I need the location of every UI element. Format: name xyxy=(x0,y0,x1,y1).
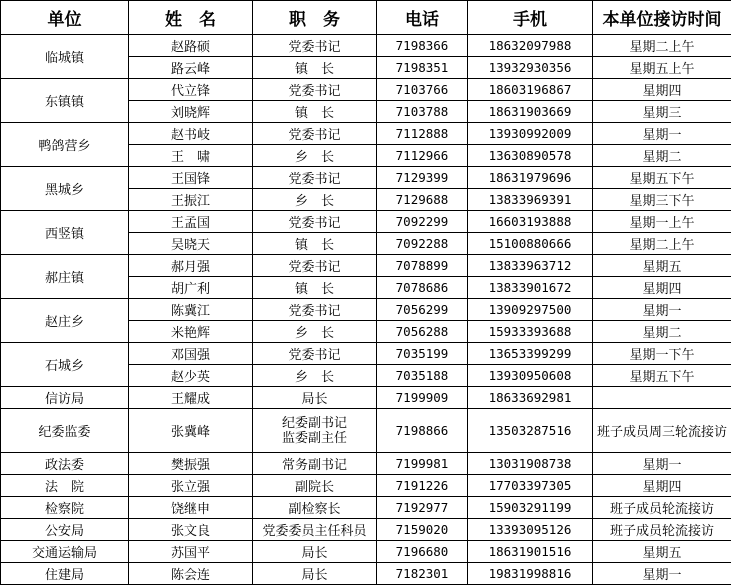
mobile-cell: 17703397305 xyxy=(468,475,593,497)
header-unit: 单位 xyxy=(1,1,129,35)
mobile-cell: 13031908738 xyxy=(468,453,593,475)
title-cell: 党委书记 xyxy=(253,255,377,277)
name-cell: 樊振强 xyxy=(129,453,253,475)
table-row xyxy=(1,343,731,365)
mobile-cell: 16603193888 xyxy=(468,211,593,233)
mobile-cell: 15903291199 xyxy=(468,497,593,519)
title-cell: 党委委员主任科员 xyxy=(253,519,377,541)
name-cell: 邓国强 xyxy=(129,343,253,365)
title-cell: 党委书记 xyxy=(253,35,377,57)
title-cell: 常务副书记 xyxy=(253,453,377,475)
name-cell: 王振江 xyxy=(129,189,253,211)
title-cell: 党委书记 xyxy=(253,79,377,101)
unit-cell: 法 院 xyxy=(1,475,129,497)
mobile-cell: 13909297500 xyxy=(468,299,593,321)
visit-time-cell: 星期一 xyxy=(593,563,731,585)
phone-cell: 7103766 xyxy=(377,79,468,101)
table-row xyxy=(1,409,731,453)
title-cell: 党委书记 xyxy=(253,299,377,321)
unit-cell: 信访局 xyxy=(1,387,129,409)
phone-cell: 7159020 xyxy=(377,519,468,541)
phone-cell: 7112888 xyxy=(377,123,468,145)
header-mobile: 手机 xyxy=(468,1,593,35)
title-cell: 局长 xyxy=(253,541,377,563)
phone-cell: 7191226 xyxy=(377,475,468,497)
visit-time-cell: 星期二 xyxy=(593,145,731,167)
unit-cell: 临城镇 xyxy=(1,35,129,79)
name-cell: 路云峰 xyxy=(129,57,253,79)
table-row xyxy=(1,519,731,541)
mobile-cell: 13833969391 xyxy=(468,189,593,211)
title-cell xyxy=(253,409,377,453)
mobile-cell: 18633692981 xyxy=(468,387,593,409)
mobile-cell: 18632097988 xyxy=(468,35,593,57)
unit-cell: 郝庄镇 xyxy=(1,255,129,299)
table-row xyxy=(1,255,731,277)
title-cell: 局长 xyxy=(253,563,377,585)
name-cell: 郝月强 xyxy=(129,255,253,277)
table-row xyxy=(1,35,731,57)
table-row xyxy=(1,211,731,233)
title-cell: 乡 长 xyxy=(253,189,377,211)
title-cell: 镇 长 xyxy=(253,233,377,255)
unit-cell: 西竖镇 xyxy=(1,211,129,255)
phone-cell: 7103788 xyxy=(377,101,468,123)
visit-time-cell: 星期五下午 xyxy=(593,365,731,387)
table-row xyxy=(1,541,731,563)
name-cell: 赵少英 xyxy=(129,365,253,387)
title-cell: 乡 长 xyxy=(253,321,377,343)
visit-time-cell: 星期四 xyxy=(593,475,731,497)
mobile-cell: 13653399299 xyxy=(468,343,593,365)
phone-cell: 7092299 xyxy=(377,211,468,233)
phone-cell: 7198866 xyxy=(377,409,468,453)
name-cell: 王孟国 xyxy=(129,211,253,233)
mobile-cell: 13833963712 xyxy=(468,255,593,277)
mobile-cell: 18631901516 xyxy=(468,541,593,563)
visit-time-cell: 星期五 xyxy=(593,255,731,277)
phone-cell: 7056288 xyxy=(377,321,468,343)
unit-cell: 东镇镇 xyxy=(1,79,129,123)
table-row xyxy=(1,123,731,145)
name-cell: 陈冀江 xyxy=(129,299,253,321)
table-row xyxy=(1,475,731,497)
name-cell: 王 啸 xyxy=(129,145,253,167)
phone-cell: 7035188 xyxy=(377,365,468,387)
visit-time-cell: 星期五 xyxy=(593,541,731,563)
unit-cell: 石城乡 xyxy=(1,343,129,387)
name-cell: 张冀峰 xyxy=(129,409,253,453)
title-line: 监委副主任 xyxy=(253,431,376,446)
unit-cell: 纪委监委 xyxy=(1,409,129,453)
mobile-cell: 15933393688 xyxy=(468,321,593,343)
visit-time-cell: 星期一 xyxy=(593,123,731,145)
mobile-cell: 13393095126 xyxy=(468,519,593,541)
visit-time-cell: 星期三 xyxy=(593,101,731,123)
title-cell: 乡 长 xyxy=(253,145,377,167)
mobile-cell: 13932930356 xyxy=(468,57,593,79)
phone-cell: 7129688 xyxy=(377,189,468,211)
phone-cell: 7078686 xyxy=(377,277,468,299)
unit-cell: 检察院 xyxy=(1,497,129,519)
phone-cell: 7196680 xyxy=(377,541,468,563)
title-cell: 乡 长 xyxy=(253,365,377,387)
visit-time-cell: 星期一上午 xyxy=(593,211,731,233)
header-name: 姓 名 xyxy=(129,1,253,35)
table-row xyxy=(1,497,731,519)
phone-cell: 7056299 xyxy=(377,299,468,321)
mobile-cell: 18631903669 xyxy=(468,101,593,123)
header-phone: 电话 xyxy=(377,1,468,35)
table-row xyxy=(1,79,731,101)
phone-cell: 7078899 xyxy=(377,255,468,277)
unit-cell: 公安局 xyxy=(1,519,129,541)
phone-cell: 7198351 xyxy=(377,57,468,79)
visit-time-cell xyxy=(593,387,731,409)
mobile-cell: 18603196867 xyxy=(468,79,593,101)
unit-cell: 政法委 xyxy=(1,453,129,475)
mobile-cell: 13630890578 xyxy=(468,145,593,167)
title-cell: 镇 长 xyxy=(253,57,377,79)
mobile-cell: 15100880666 xyxy=(468,233,593,255)
unit-cell: 交通运输局 xyxy=(1,541,129,563)
name-cell: 胡广利 xyxy=(129,277,253,299)
unit-cell: 住建局 xyxy=(1,563,129,585)
visit-time-cell: 星期一 xyxy=(593,453,731,475)
phone-cell: 7199981 xyxy=(377,453,468,475)
header-row xyxy=(1,1,731,35)
phone-cell: 7112966 xyxy=(377,145,468,167)
header-title: 职 务 xyxy=(253,1,377,35)
name-cell: 张立强 xyxy=(129,475,253,497)
unit-cell: 鸭鸽营乡 xyxy=(1,123,129,167)
visit-time-cell: 星期二 xyxy=(593,321,731,343)
table-row xyxy=(1,167,731,189)
phone-cell: 7182301 xyxy=(377,563,468,585)
visit-time-cell: 星期二上午 xyxy=(593,233,731,255)
visit-time-cell: 星期三下午 xyxy=(593,189,731,211)
visit-time-cell: 班子成员周三轮流接访 xyxy=(593,409,731,453)
visit-time-cell: 星期一 xyxy=(593,299,731,321)
name-cell: 代立锋 xyxy=(129,79,253,101)
mobile-cell: 19831998816 xyxy=(468,563,593,585)
phone-cell: 7092288 xyxy=(377,233,468,255)
mobile-cell: 13503287516 xyxy=(468,409,593,453)
title-cell: 镇 长 xyxy=(253,277,377,299)
title-cell: 副检察长 xyxy=(253,497,377,519)
title-cell: 党委书记 xyxy=(253,123,377,145)
title-cell: 党委书记 xyxy=(253,167,377,189)
name-cell: 米艳辉 xyxy=(129,321,253,343)
title-cell: 局长 xyxy=(253,387,377,409)
name-cell: 王国锋 xyxy=(129,167,253,189)
unit-cell: 赵庄乡 xyxy=(1,299,129,343)
phone-cell: 7129399 xyxy=(377,167,468,189)
visit-time-cell: 星期五上午 xyxy=(593,57,731,79)
mobile-cell: 13833901672 xyxy=(468,277,593,299)
table-row xyxy=(1,453,731,475)
name-cell: 张文良 xyxy=(129,519,253,541)
name-cell: 赵书岐 xyxy=(129,123,253,145)
header-visit-time: 本单位接访时间 xyxy=(593,1,731,35)
mobile-cell: 13930950608 xyxy=(468,365,593,387)
visit-time-cell: 班子成员轮流接访 xyxy=(593,497,731,519)
title-line: 纪委副书记 xyxy=(253,416,376,431)
name-cell: 苏国平 xyxy=(129,541,253,563)
name-cell: 刘晓辉 xyxy=(129,101,253,123)
phone-cell: 7035199 xyxy=(377,343,468,365)
phone-cell: 7199909 xyxy=(377,387,468,409)
name-cell: 王耀成 xyxy=(129,387,253,409)
name-cell: 赵路硕 xyxy=(129,35,253,57)
visit-time-cell: 星期四 xyxy=(593,79,731,101)
title-cell: 镇 长 xyxy=(253,101,377,123)
mobile-cell: 18631979696 xyxy=(468,167,593,189)
visit-time-cell: 星期五下午 xyxy=(593,167,731,189)
visit-time-cell: 星期一下午 xyxy=(593,343,731,365)
table-row xyxy=(1,299,731,321)
visit-time-cell: 星期四 xyxy=(593,277,731,299)
title-cell: 党委书记 xyxy=(253,211,377,233)
name-cell: 饶继申 xyxy=(129,497,253,519)
name-cell: 陈会连 xyxy=(129,563,253,585)
name-cell: 吴晓天 xyxy=(129,233,253,255)
phone-cell: 7198366 xyxy=(377,35,468,57)
title-cell: 党委书记 xyxy=(253,343,377,365)
phone-cell: 7192977 xyxy=(377,497,468,519)
mobile-cell: 13930992009 xyxy=(468,123,593,145)
unit-cell: 黑城乡 xyxy=(1,167,129,211)
table-row xyxy=(1,563,731,585)
visit-time-cell: 星期二上午 xyxy=(593,35,731,57)
table-row xyxy=(1,387,731,409)
title-cell: 副院长 xyxy=(253,475,377,497)
visit-time-cell: 班子成员轮流接访 xyxy=(593,519,731,541)
